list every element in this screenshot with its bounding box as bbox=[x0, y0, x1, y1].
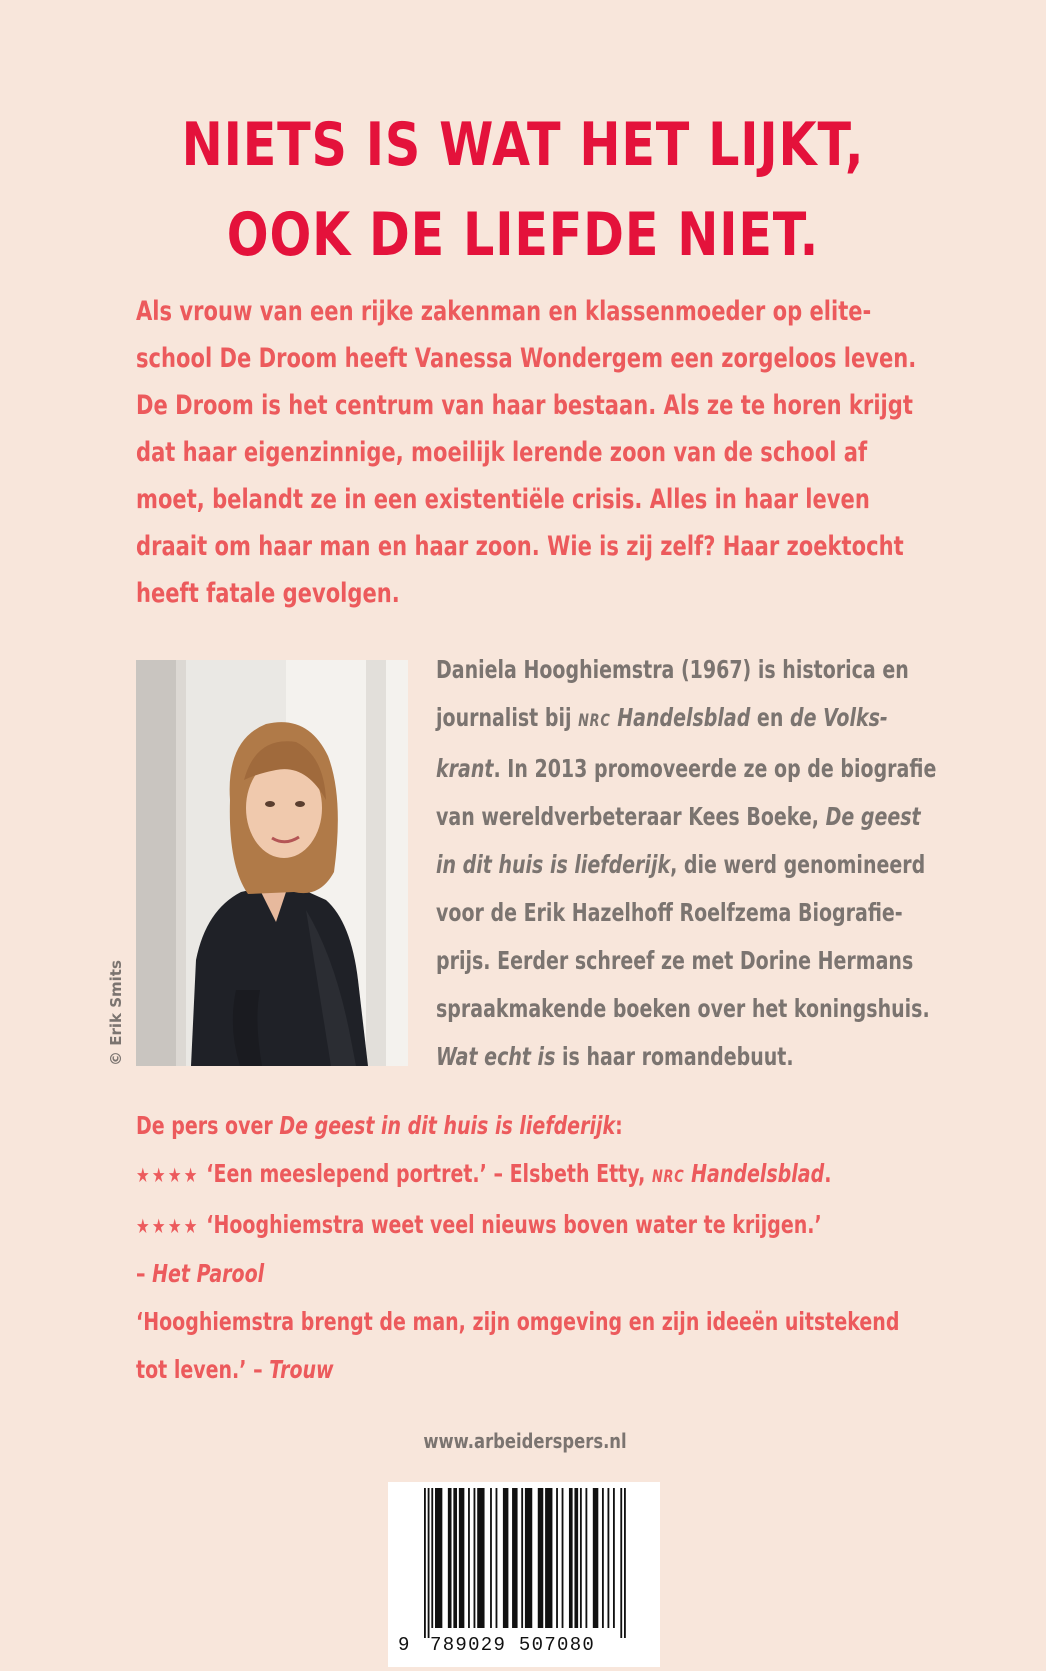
press-intro: De pers over De geest in dit huis is liefderijk: bbox=[136, 1111, 623, 1140]
barcode-bar bbox=[574, 1488, 578, 1628]
press-quote-2-source: – Het Parool bbox=[136, 1259, 265, 1288]
star-rating-icon: ★★★★ bbox=[136, 1214, 200, 1238]
blurb bbox=[136, 288, 926, 617]
barcode-bar bbox=[490, 1488, 492, 1628]
bio-line: Daniela Hooghiemstra (1967) is historica en bbox=[436, 655, 909, 684]
barcode-bar bbox=[607, 1488, 609, 1628]
barcode-bar bbox=[562, 1488, 564, 1628]
bio-line: van wereldverbeteraar Kees Boeke, De geest bbox=[436, 802, 921, 831]
blurb-line: school De Droom heeft Vanessa Wondergem een zorgeloos leven. bbox=[136, 343, 917, 374]
publisher-website: www.arbeiderspers.nl bbox=[423, 1429, 627, 1453]
barcode-bar bbox=[624, 1488, 626, 1638]
blurb-line: draait om haar man en haar zoon. Wie is zij zelf? Haar zoektocht bbox=[136, 531, 904, 562]
bio-line: journalist bij NRC Handelsblad en de Volks- bbox=[436, 703, 888, 732]
blurb-line: heeft fatale gevolgen. bbox=[136, 578, 400, 609]
barcode-bar bbox=[474, 1488, 476, 1628]
barcode-bar bbox=[585, 1488, 587, 1628]
barcode-bar bbox=[593, 1488, 599, 1628]
barcode-bar bbox=[580, 1488, 582, 1628]
barcode-bar bbox=[556, 1488, 558, 1628]
press-quotes bbox=[136, 1102, 936, 1394]
bio-line: voor de Erik Hazelhoff Roelfzema Biografie- bbox=[436, 898, 903, 927]
barcode-bar bbox=[424, 1488, 426, 1638]
press-quote-2: ★★★★ ‘Hooghiemstra weet veel nieuws boven water te krijgen.’ bbox=[136, 1210, 822, 1239]
blurb-line: Als vrouw van een rijke zakenman en klassenmoeder op elite- bbox=[136, 296, 872, 327]
bio-line: prijs. Eerder schreef ze met Dorine Hermans bbox=[436, 946, 914, 975]
barcode-bar bbox=[538, 1488, 544, 1628]
star-rating-icon: ★★★★ bbox=[136, 1163, 200, 1187]
barcode-bar bbox=[448, 1488, 452, 1628]
photo-credit: © Erik Smits bbox=[107, 960, 125, 1066]
barcode-bar bbox=[453, 1488, 457, 1628]
barcode-bar bbox=[620, 1488, 622, 1638]
barcode-bar bbox=[525, 1488, 532, 1628]
barcode-bar bbox=[428, 1488, 430, 1638]
headline-line-1: NIETS IS WAT HET LIJKT, bbox=[181, 110, 865, 180]
press-quote-3: ‘Hooghiemstra brengt de man, zijn omgeving en zijn ideeën uitstekend bbox=[136, 1307, 900, 1336]
barcode-bar bbox=[521, 1488, 523, 1628]
barcode-bar bbox=[435, 1488, 442, 1628]
barcode-bar bbox=[503, 1488, 509, 1628]
blurb-line: moet, belandt ze in een existentiële crisis. Alles in haar leven bbox=[136, 484, 870, 515]
headline bbox=[94, 100, 952, 280]
barcode-bar bbox=[512, 1488, 518, 1628]
barcode-bar bbox=[613, 1488, 615, 1628]
bio-line: spraakmakende boeken over het koningshuis. bbox=[436, 994, 930, 1023]
isbn-number: 9 789029 507080 bbox=[398, 1634, 596, 1656]
bio-line: krant. In 2013 promoveerde ze op de biografie bbox=[436, 754, 937, 783]
barcode-bar bbox=[569, 1488, 573, 1628]
barcode-bar bbox=[477, 1488, 484, 1628]
headline-line-2: OOK DE LIEFDE NIET. bbox=[226, 200, 820, 270]
barcode bbox=[388, 1482, 660, 1667]
barcode-bar bbox=[496, 1488, 498, 1628]
author-photo bbox=[136, 660, 408, 1066]
bio-line: Wat echt is is haar romandebuut. bbox=[436, 1042, 794, 1071]
author-bio bbox=[436, 646, 956, 1081]
barcode-bar bbox=[431, 1488, 433, 1628]
blurb-line: dat haar eigenzinnige, moeilijk lerende zoon van de school af bbox=[136, 437, 868, 468]
barcode-bar bbox=[459, 1488, 465, 1628]
barcode-bar bbox=[602, 1488, 604, 1628]
barcode-bar bbox=[468, 1488, 470, 1628]
barcode-bar bbox=[545, 1488, 552, 1628]
bio-line: in dit huis is liefderijk, die werd genomineerd bbox=[436, 850, 926, 879]
press-quote-1: ★★★★ ‘Een meeslepend portret.’ – Elsbeth Etty, NRC Handelsblad. bbox=[136, 1159, 832, 1188]
press-quote-3-end: tot leven.’ – Trouw bbox=[136, 1355, 334, 1384]
blurb-line: De Droom is het centrum van haar bestaan. Als ze te horen krijgt bbox=[136, 390, 913, 421]
